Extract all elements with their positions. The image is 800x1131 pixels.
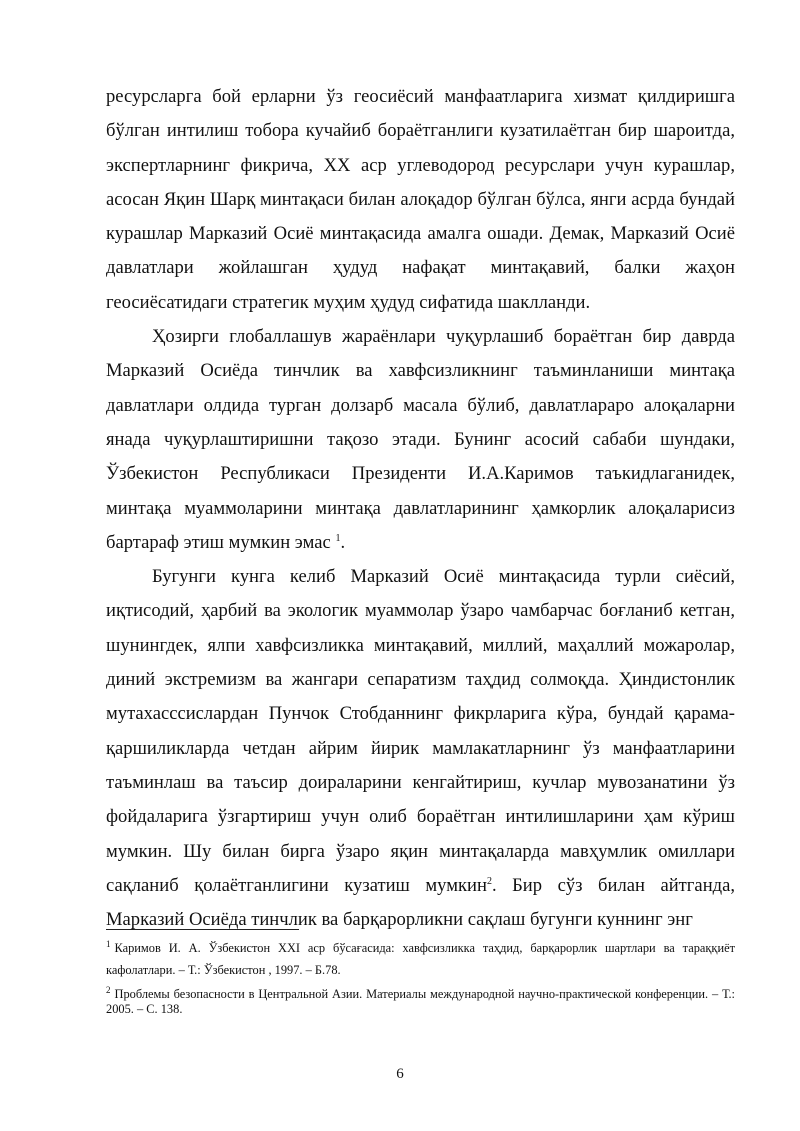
page-number: 6 [396, 1066, 404, 1082]
footnote-2-number: 2 [106, 984, 111, 995]
footnote-1-text: Каримов И. А. Ўзбекистон XXI аср бўсағасида: хавфсизликка таҳдид, барқарорлик шартлари ва тараққиёт кафолатлари. – Т.: Ўзбекистон , 1997. – Б.78. [106, 941, 735, 977]
footnote-separator [106, 929, 299, 930]
paragraph-2-tail: . [340, 531, 346, 553]
footnote-ref-2[interactable]: 2 [486, 875, 492, 887]
document-body [106, 80, 735, 937]
paragraph-3 [106, 560, 735, 937]
paragraph-2 [106, 320, 735, 560]
footnote-2 [106, 984, 735, 1017]
paragraph-3-text: Бугунги кунга келиб Марказий Осиё минтақасида турли сиёсий, иқтисодий, ҳарбий ва экологик муаммолар ўзаро чамбарчас боғланиб кетган, шунингдек, ялпи хавфсизликка минтақавий, миллий, маҳаллий можаролар, диний экстремизм ва жангари сепаратизм таҳдид солмоқда. Ҳиндистонлик мутахасссислардан Пунчок Стобданнинг фикрларига кўра, бундай қарама-қаршиликларда четдан айрим йирик мамлакатларнинг ўз манфаатларини таъминлаш ва таъсир доираларини кенгайтириш, кучлар мувозанатини ўз фойдаларига ўзгартириш учун олиб бораётган интилишларини ҳам кўриш мумкин. Шу билан бирга ўзаро яқин минтақаларда мавҳумлик омиллари сақланиб қолаётганлигини кузатиш мумкин [106, 566, 735, 896]
paragraph-2-text: Ҳозирги глобаллашув жараёнлари чуқурлашиб бораётган бир даврда Марказий Осиёда тинчлик ва хавфсизликнинг таъминланиши минтақа давлатлари олдида турган долзарб масала бўлиб, давлатлараро алоқаларни янада чуқурлаштиришни тақозо этади. Бунинг асосий сабаби шундаки, Ўзбекистон Республикаси Президенти И.А.Каримов таъкидлаганидек, минтақа муаммоларини минтақа давлатларининг ҳамкорлик алоқаларисиз бартараф этиш мумкин эмас [106, 326, 735, 553]
footnotes [106, 937, 735, 1023]
footnote-ref-1[interactable]: 1 [335, 532, 341, 544]
footnote-2-text: Проблемы безопасности в Центральной Азии. Материалы международной научно-практической конференции. – Т.: 2005. – С. 138. [106, 987, 735, 1016]
paragraph-1 [106, 80, 735, 320]
paragraph-1-text: ресурсларга бой ерларни ўз геосиёсий манфаатларига хизмат қилдиришга бўлган интилиш тобора кучайиб бораётганлиги кузатилаётган бир шароитда, экспертларнинг фикрича, ХХ аср углеводород ресурслари учун курашлар, асосан Яқин Шарқ минтақаси билан алоқадор бўлган бўлса, янги асрда бундай курашлар Марказий Осиё минтақасида амалга ошади. Демак, Марказий Осиё давлатлари жойлашган ҳудуд нафақат минтақавий, балки жаҳон геосиёсатидаги стратегик муҳим ҳудуд сифатида шаклланди. [106, 86, 735, 313]
paragraph-3-tail: . Бир сўз билан айтганда, Марказий Осиёда тинчлик ва барқарорликни сақлаш бугунги куннинг энг [106, 874, 736, 931]
footnote-1-number: 1 [106, 938, 111, 949]
footnote-1 [106, 937, 735, 981]
